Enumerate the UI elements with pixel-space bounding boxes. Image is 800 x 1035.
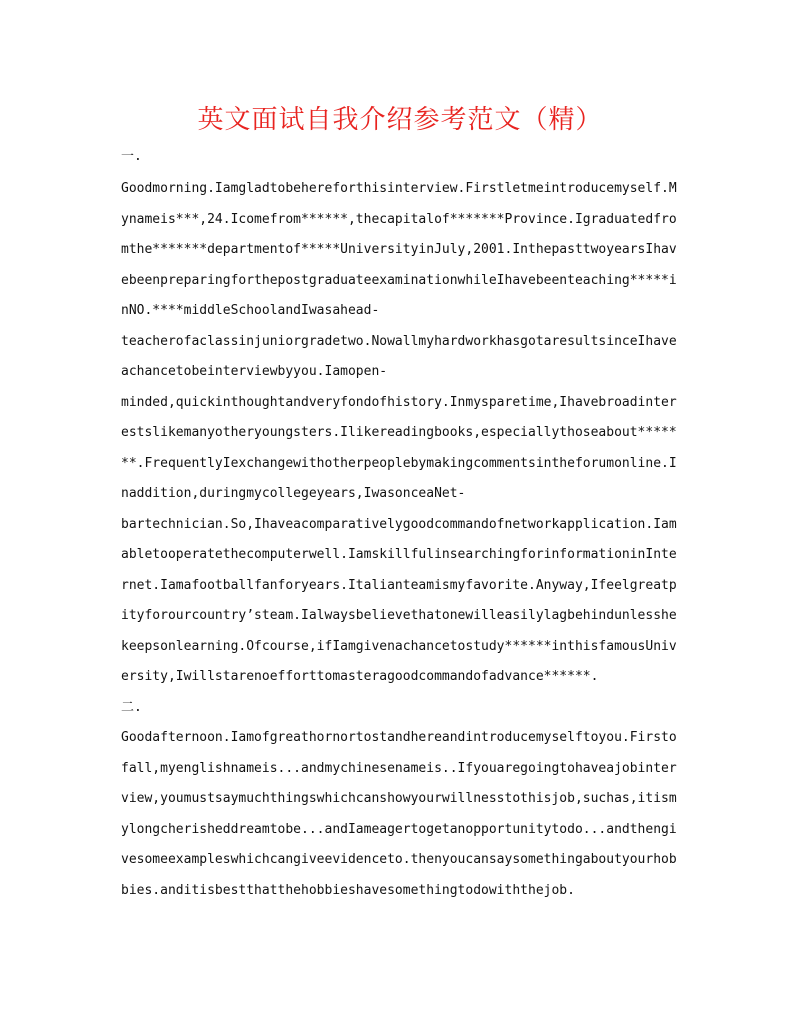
paragraph-line: abletooperatethecomputerwell.IamskillfulinsearchingforinformationinInte	[121, 547, 677, 562]
document-title: 英文面试自我介绍参考范文（精）	[197, 105, 603, 135]
paragraph-line: vesomeexampleswhichcangiveevidenceto.thenyoucansaysomethingaboutyourhob	[121, 852, 677, 867]
paragraph-line: fall,myenglishnameis...andmychinesenameis..Ifyouaregoingtohaveajobinter	[121, 761, 677, 776]
paragraph-line: ynameis***,24.Icomefrom******,thecapitalof*******Province.Igraduatedfro	[121, 212, 677, 227]
paragraph-line: ebeenpreparingforthepostgraduateexaminationwhileIhavebeenteaching*****i	[121, 273, 677, 288]
paragraph-line: rnet.Iamafootballfanforyears.Italianteamismyfavorite.Anyway,Ifeelgreatp	[121, 578, 677, 593]
paragraph-line: ityforourcountry’steam.Ialwaysbelievethatonewilleasilylagbehindunlesshe	[121, 608, 677, 623]
paragraph-line: Goodafternoon.Iamofgreathornortostandhereandintroducemyselftoyou.Firsto	[121, 730, 677, 745]
paragraph-line: view,youmustsaymuchthingswhichcanshowyourwillnesstothisjob,suchas,itism	[121, 791, 677, 806]
section-marker: 一.	[121, 149, 142, 164]
paragraph-line: minded,quickinthoughtandveryfondofhistory.Inmysparetime,Ihavebroadinter	[121, 395, 677, 410]
paragraph-line: naddition,duringmycollegeyears,IwasonceaNet-	[121, 486, 466, 501]
paragraph-line: **.FrequentlyIexchangewithotherpeoplebymakingcommentsintheforumonline.I	[121, 456, 677, 471]
paragraph-line: estslikemanyotheryoungsters.Ilikereadingbooks,especiallythoseabout*****	[121, 425, 677, 440]
paragraph-line: nNO.****middleSchoolandIwasahead-	[121, 303, 380, 318]
section-marker: 二.	[121, 700, 142, 715]
paragraph-line: bartechnician.So,Ihaveacomparativelygoodcommandofnetworkapplication.Iam	[121, 517, 677, 532]
paragraph-line: mthe*******departmentof*****UniversityinJuly,2001.InthepasttwoyearsIhav	[121, 242, 677, 257]
paragraph-line: keepsonlearning.Ofcourse,ifIamgivenachancetostudy******inthisfamousUniv	[121, 639, 677, 654]
paragraph-line: achancetobeinterviewbyyou.Iamopen-	[121, 364, 388, 379]
paragraph-line: Goodmorning.Iamgladtobehereforthisinterview.Firstletmeintroducemyself.M	[121, 181, 677, 196]
paragraph-line: ersity,Iwillstarenoefforttomasteragoodcommandofadvance******.	[121, 669, 599, 684]
paragraph-line: bies.anditisbestthatthehobbieshavesomethingtodowiththejob.	[121, 883, 575, 898]
paragraph-line: ylongcherisheddreamtobe...andIameagertogetanopportunitytodo...andthengi	[121, 822, 677, 837]
paragraph-line: teacherofaclassinjuniorgradetwo.NowallmyhardworkhasgotaresultsinceIhave	[121, 334, 677, 349]
